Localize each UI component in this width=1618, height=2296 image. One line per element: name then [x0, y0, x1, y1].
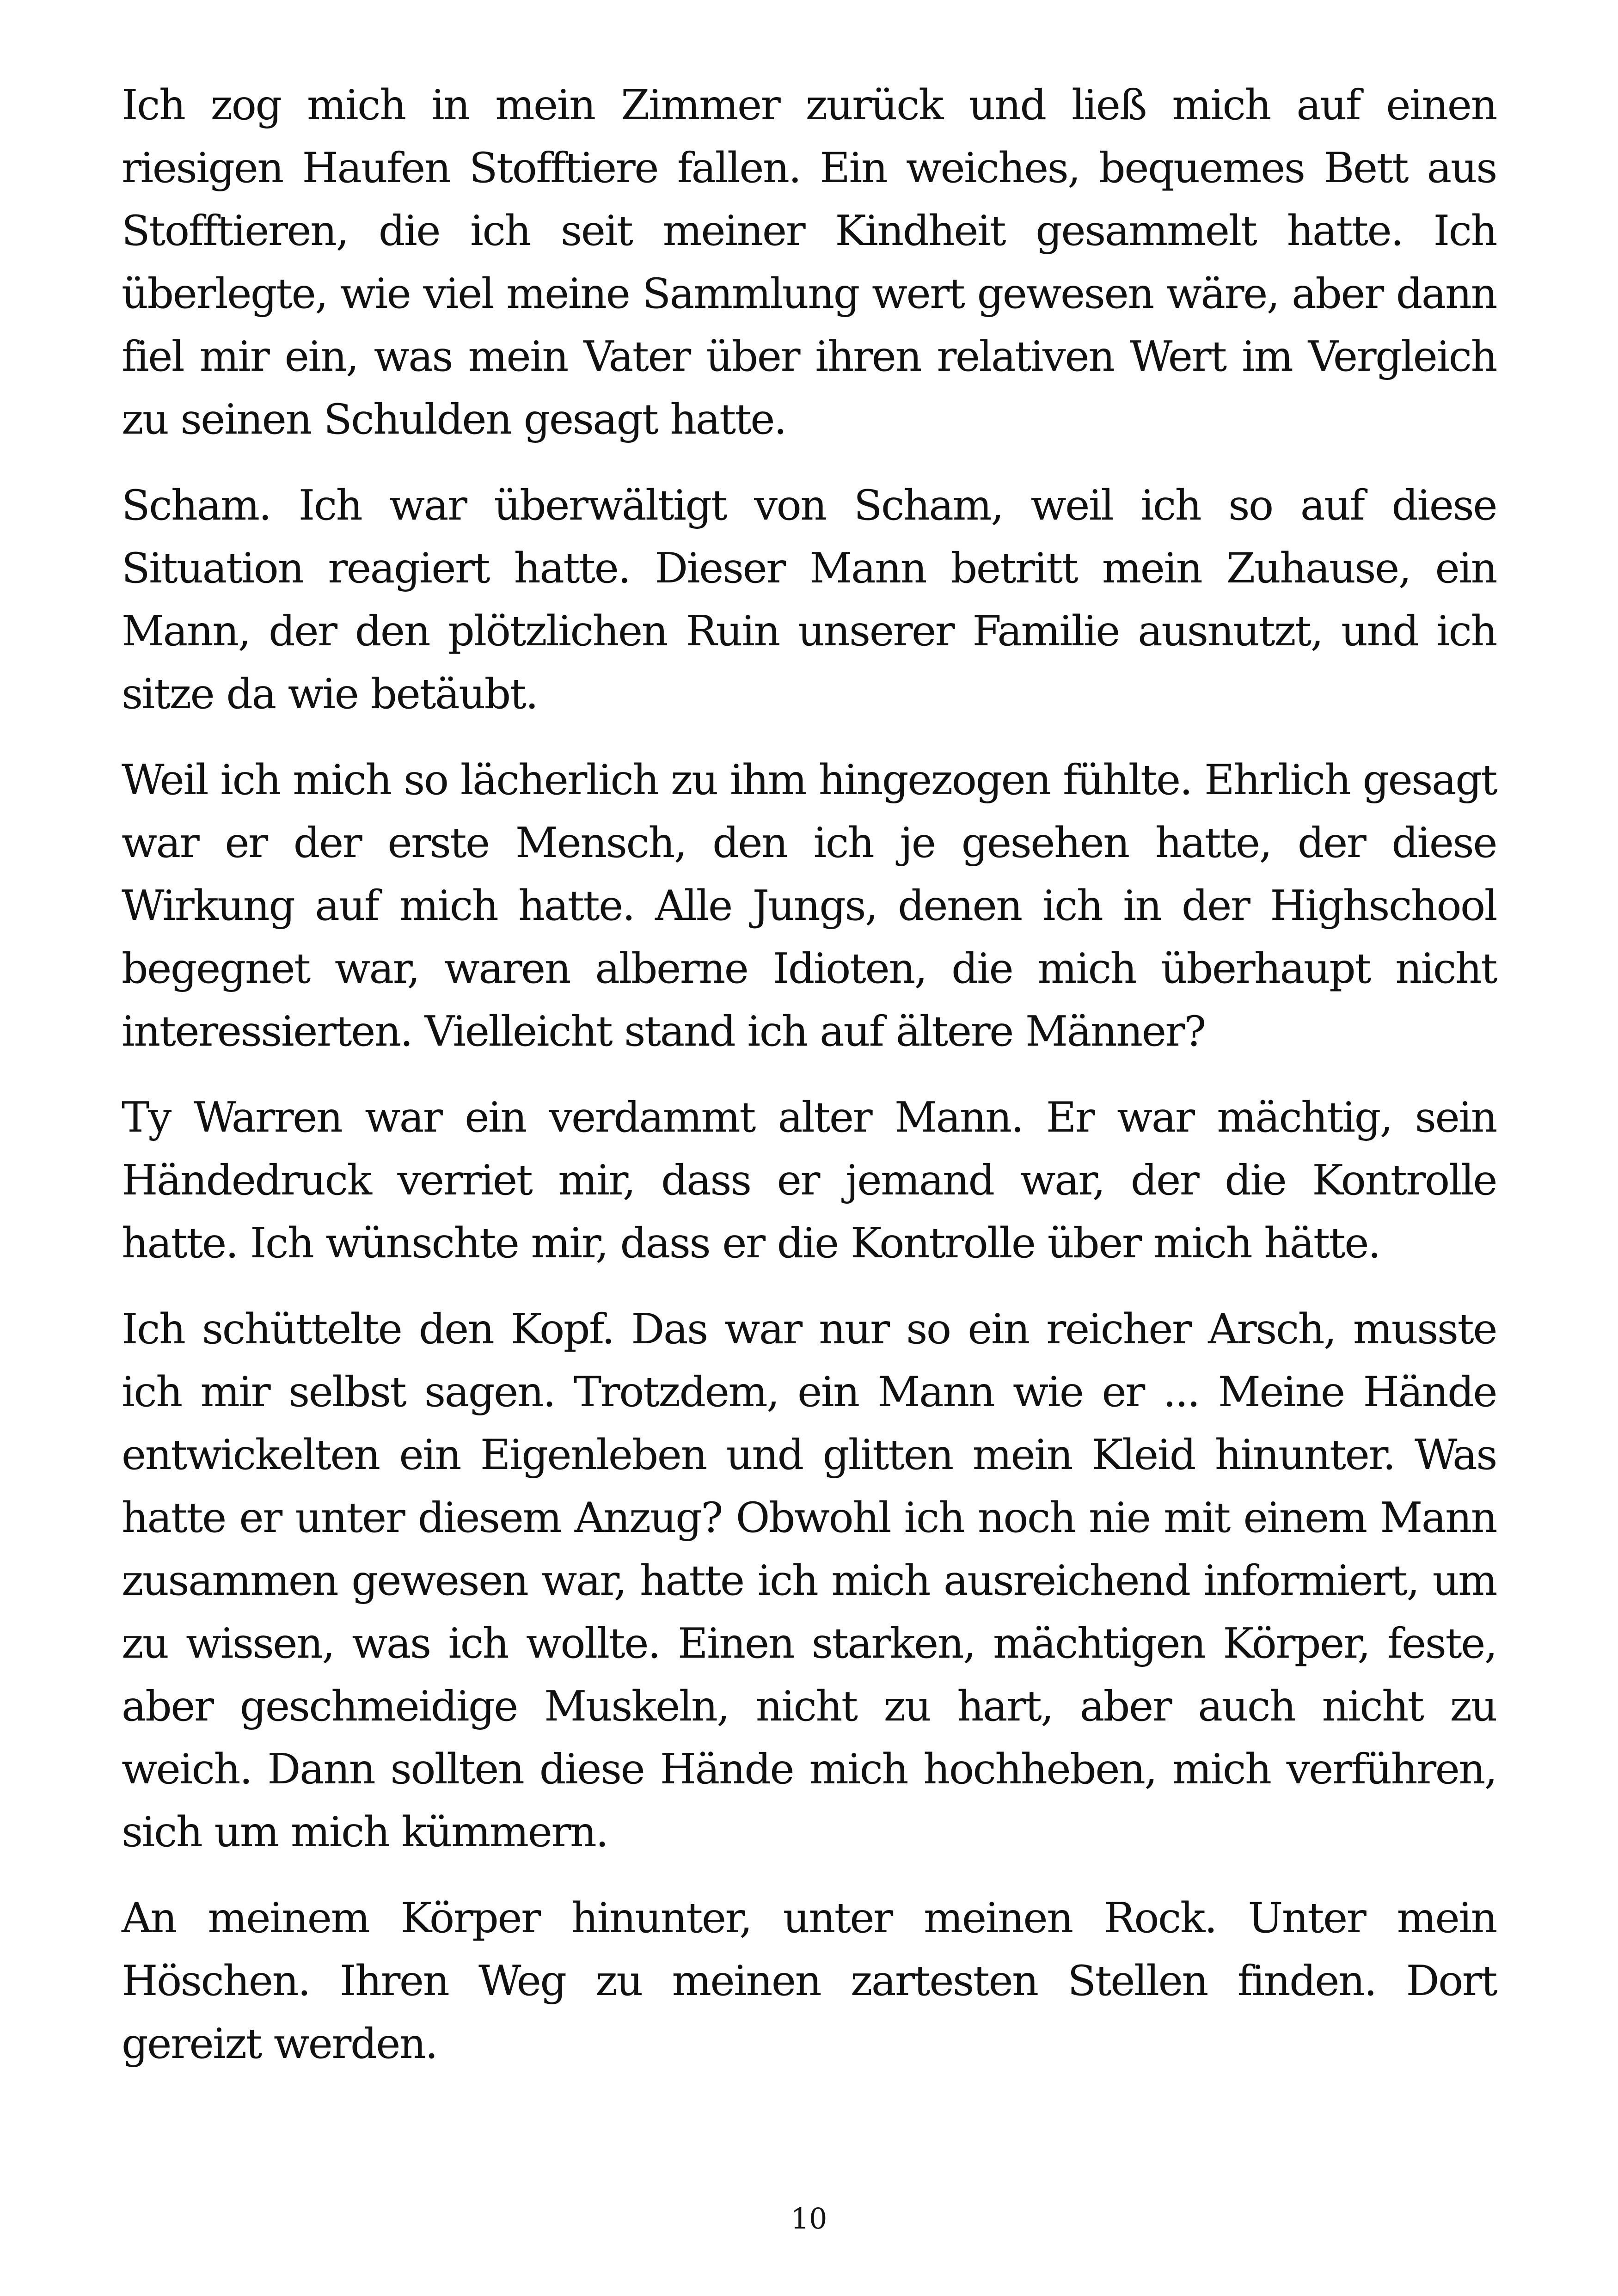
paragraph-3: Weil ich mich so lächerlich zu ihm hingezogen fühlte. Ehrlich gesagt war er der erste Mensch, den ich je gesehen hatte, der diese Wirkung auf mich hatte. Alle Jungs, denen ich in der Highschool begegnet war, waren alberne Idioten, die mich überhaupt nicht interessierten. Vielleicht stand ich auf ältere Männer?: [122, 756, 1496, 1056]
paragraph-5: Ich schüttelte den Kopf. Das war nur so ein reicher Arsch, musste ich mir selbst sagen. Trotzdem, ein Mann wie er ... Meine Hände entwickelten ein Eigenleben und glitten mein Kleid hinunter. Was hatte er unter diesem Anzug? Obwohl ich noch nie mit einem Mann zusammen gewesen war, hatte ich mich ausreichend informiert, um zu wissen, was ich wollte. Einen starken, mächtigen Körper, feste, aber geschmeidige Muskeln, nicht zu hart, aber auch nicht zu weich. Dann sollten diese Hände mich hochheben, mich verführen, sich um mich kümmern.: [122, 1305, 1496, 1856]
paragraph-1: Ich zog mich in mein Zimmer zurück und ließ mich auf einen riesigen Haufen Stofftiere fallen. Ein weiches, bequemes Bett aus Stofftieren, die ich seit meiner Kindheit gesammelt hatte. Ich überlegte, wie viel meine Sammlung wert gewesen wäre, aber dann fiel mir ein, was mein Vater über ihren relativen Wert im Vergleich zu seinen Schulden gesagt hatte.: [122, 81, 1496, 444]
paragraph-2: Scham. Ich war überwältigt von Scham, weil ich so auf diese Situation reagiert hatte. Dieser Mann betritt mein Zuhause, ein Mann, der den plötzlichen Ruin unserer Familie ausnutzt, und ich sitze da wie betäubt.: [122, 481, 1496, 718]
paragraph-4: Ty Warren war ein verdammt alter Mann. Er war mächtig, sein Händedruck verriet mir, dass er jemand war, der die Kontrolle hatte. Ich wünschte mir, dass er die Kontrolle über mich hätte.: [122, 1093, 1496, 1267]
page-number: 10: [791, 2202, 827, 2235]
document-page: [122, 74, 1496, 2099]
paragraph-6: An meinem Körper hinunter, unter meinen Rock. Unter mein Höschen. Ihren Weg zu meinen zartesten Stellen finden. Dort gereizt werden.: [122, 1894, 1496, 2068]
